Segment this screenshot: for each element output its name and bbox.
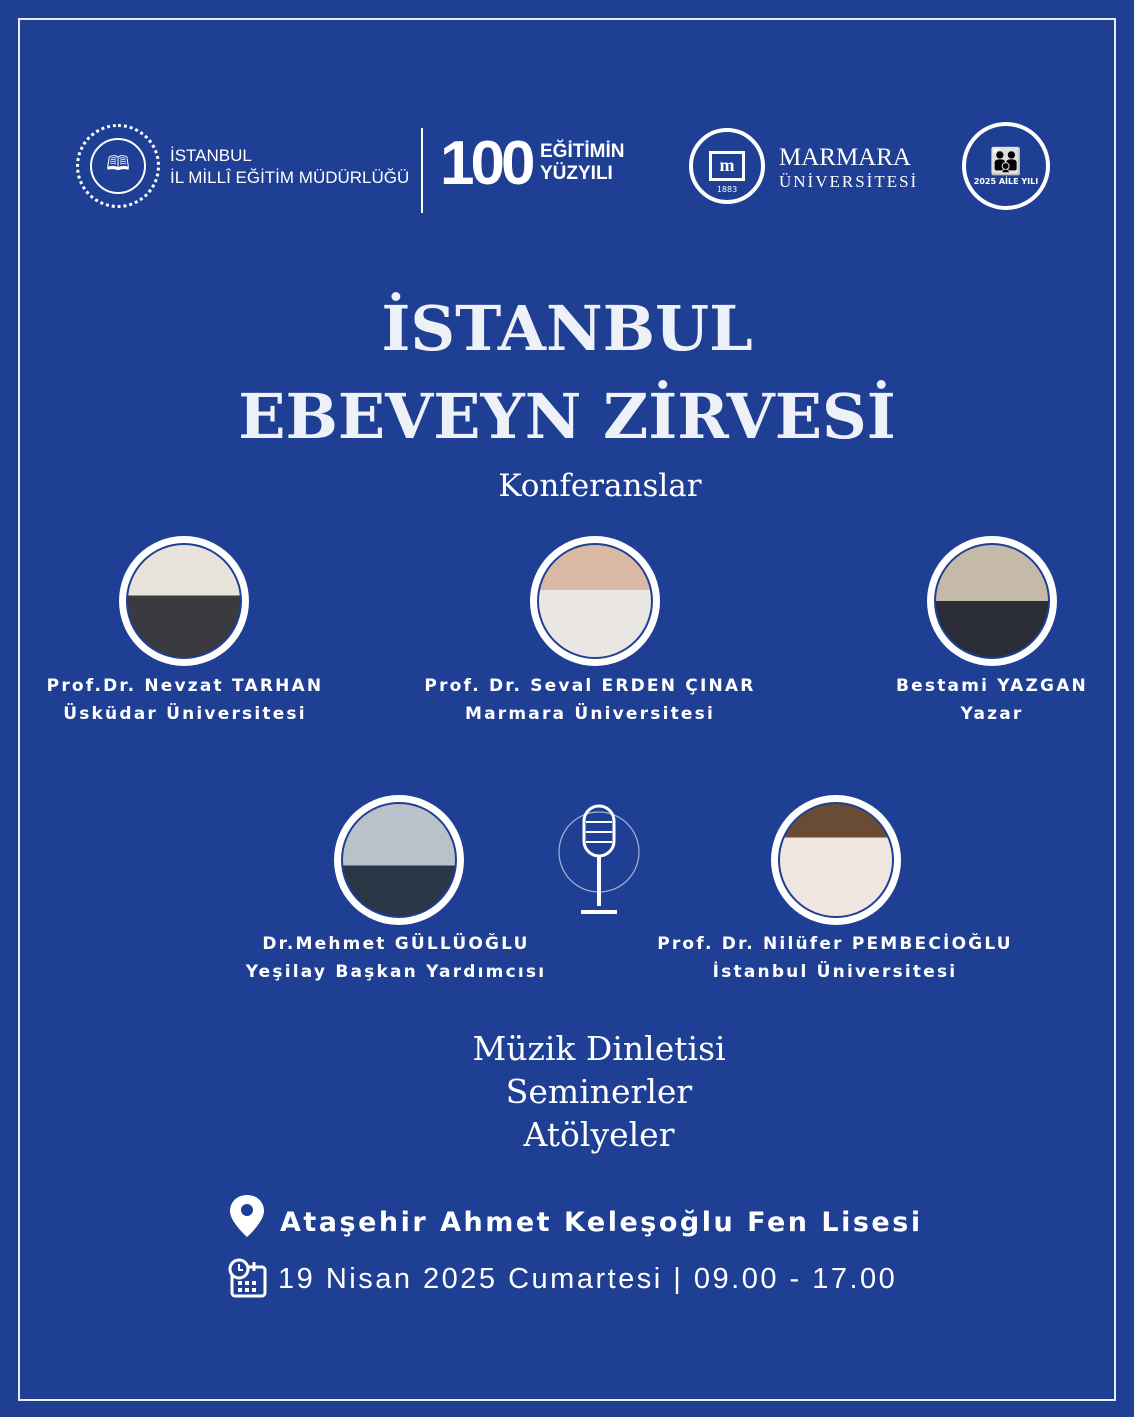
- speaker-photo-1: [119, 536, 249, 666]
- title-line2: EBEVEYN ZİRVESİ: [238, 380, 896, 453]
- meb-logo: [76, 124, 160, 208]
- family-hands-icon: 👪: [989, 146, 1023, 177]
- aile-yili-logo: [962, 122, 1050, 210]
- title-line1: İSTANBUL: [381, 292, 753, 365]
- activity-seminars: Seminerler: [505, 1072, 693, 1111]
- speaker-1: [44, 672, 326, 728]
- seal-year: 1883: [716, 185, 738, 194]
- meb-line2: İL MİLLÎ EĞİTİM MÜDÜRLÜĞÜ: [170, 168, 410, 187]
- meb-name: [170, 145, 409, 189]
- marmara-line2: ÜNİVERSİTESİ: [779, 172, 919, 191]
- speaker-name: Prof. Dr. Nilüfer PEMBECİOĞLU: [657, 934, 1013, 954]
- speaker-name: Bestami YAZGAN: [896, 676, 1088, 696]
- location-pin-icon: [228, 1193, 266, 1243]
- location: Ataşehir Ahmet Keleşoğlu Fen Lisesi: [280, 1207, 923, 1238]
- speaker-name: Prof.Dr. Nevzat TARHAN: [46, 676, 324, 696]
- marmara-name: [779, 146, 918, 194]
- event-datetime: 19 Nisan 2025 Cumartesi | 09.00 - 17.00: [278, 1263, 898, 1295]
- activity-music: Müzik Dinletisi: [472, 1029, 726, 1068]
- speaker-name: Dr.Mehmet GÜLLÜOĞLU: [262, 934, 530, 954]
- centennial-text: [540, 141, 624, 185]
- centennial-number: 100: [440, 129, 532, 198]
- speaker-3: [893, 672, 1091, 728]
- logo-divider: [421, 128, 423, 213]
- speaker-affiliation: Marmara Üniversitesi: [464, 704, 715, 724]
- speaker-photo-4: [334, 795, 464, 925]
- marmara-seal: [689, 128, 765, 204]
- speaker-photo-2: [530, 536, 660, 666]
- marmara-line1: MARMARA: [779, 144, 911, 171]
- speaker-name: Prof. Dr. Seval ERDEN ÇINAR: [424, 676, 756, 696]
- activities: [0, 1027, 1134, 1156]
- speaker-4: [240, 930, 552, 986]
- subtitle: Konferanslar: [498, 468, 702, 504]
- speaker-photo-5: [771, 795, 901, 925]
- speaker-affiliation: Yazar: [960, 704, 1024, 724]
- calendar-clock-icon: [226, 1257, 268, 1303]
- activity-workshops: Atölyeler: [523, 1115, 675, 1154]
- speaker-affiliation: Üsküdar Üniversitesi: [63, 704, 307, 724]
- meb-line1: İSTANBUL: [170, 146, 252, 165]
- aile-yili-text: 2025 AİLE YILI: [973, 176, 1039, 186]
- centennial-line2: YÜZYILI: [540, 163, 613, 184]
- marmara-m-icon: m: [709, 151, 745, 181]
- speaker-affiliation: İstanbul Üniversitesi: [712, 962, 958, 982]
- speaker-affiliation: Yeşilay Başkan Yardımcısı: [245, 962, 547, 982]
- speaker-photo-3: [927, 536, 1057, 666]
- speaker-5: [651, 930, 1019, 986]
- microphone-icon: [556, 802, 642, 918]
- meb-emblem-icon: 🕮: [90, 138, 146, 194]
- speaker-2: [420, 672, 760, 728]
- centennial-line1: EĞİTİMİN: [540, 141, 625, 162]
